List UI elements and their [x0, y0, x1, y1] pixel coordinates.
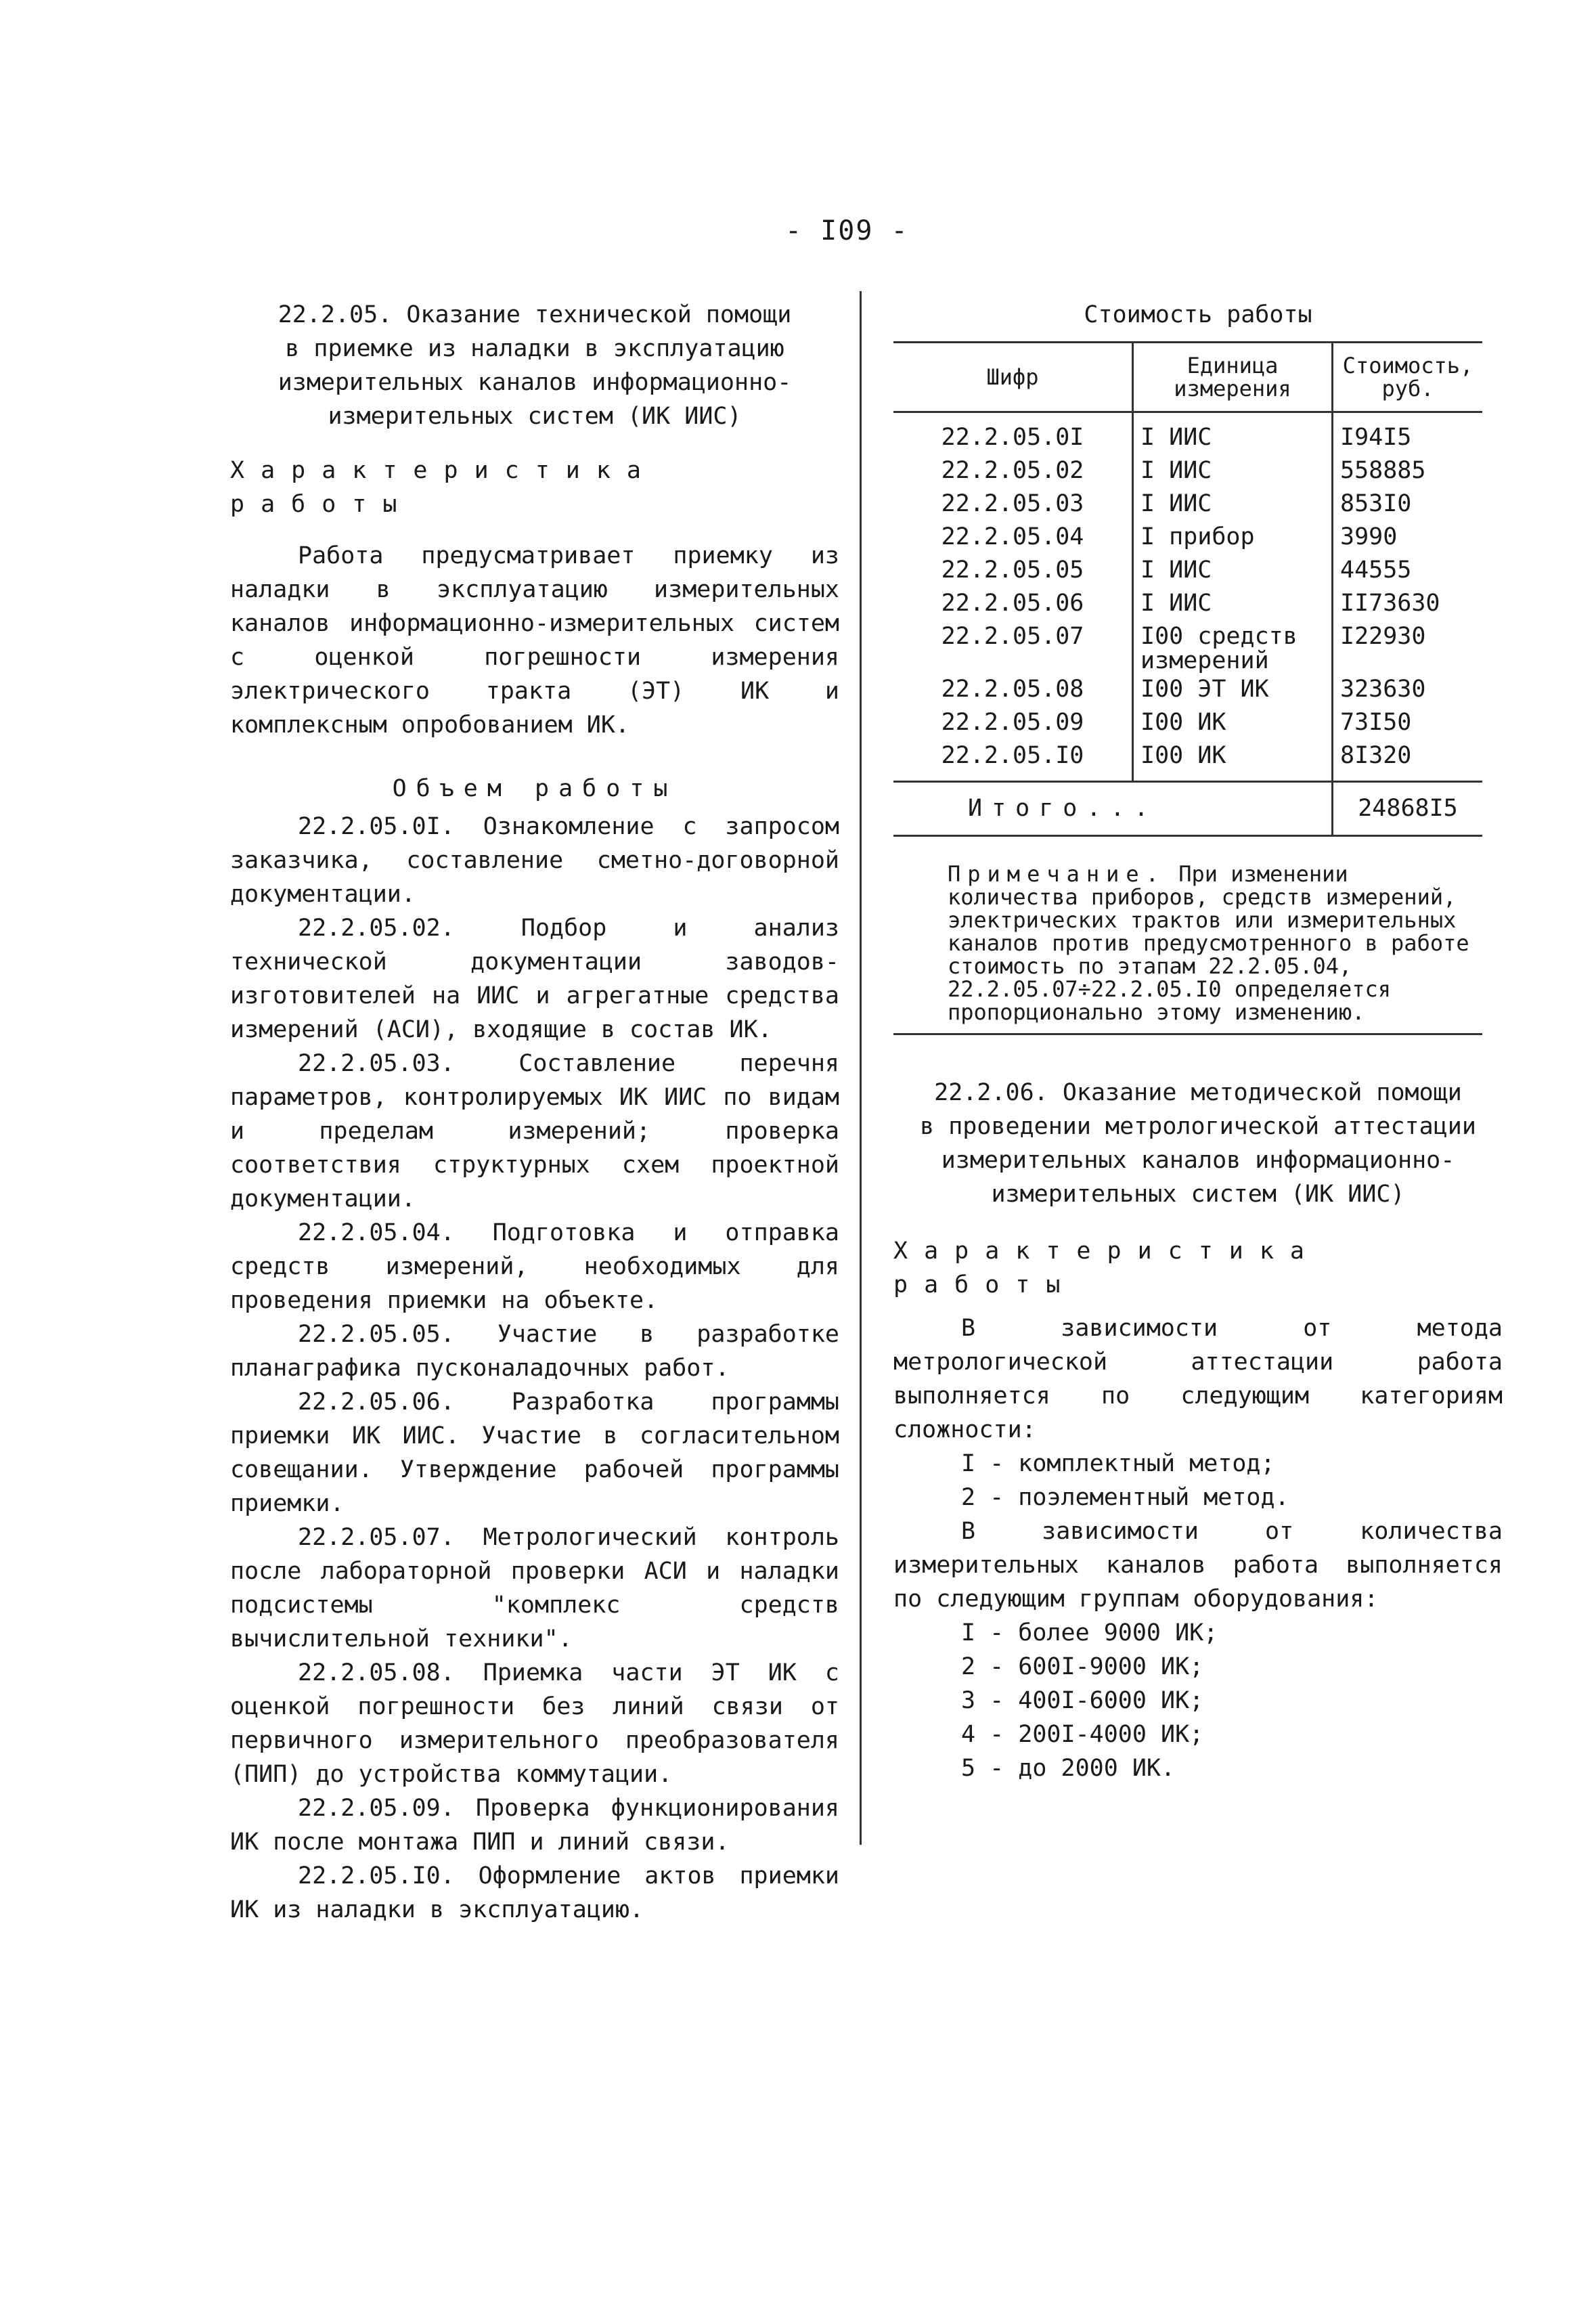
cell-cost: 558885 [1333, 454, 1483, 487]
group-item: 5 - до 2000 ИК. [961, 1755, 1176, 1782]
right-column [893, 298, 1503, 1785]
scope-item: 22.2.05.07. Метрологический контроль после лабораторной проверки АСИ и наладки подсистемы "комплекс средств вычислительной техники". [230, 1524, 839, 1653]
note-label: Примечание. [948, 861, 1166, 887]
method-item: I - комплектный метод; [961, 1450, 1275, 1477]
scope-title: Объем работы [392, 775, 678, 802]
group-item: I - более 9000 ИК; [961, 1619, 1218, 1646]
scope-item: 22.2.05.04. Подготовка и отправка средств измерений, необходимых для проведения приемки на объекте. [230, 1219, 839, 1314]
heading-line: 22.2.06. Оказание методической помощи [934, 1079, 1462, 1106]
heading-line: измерительных каналов информационно- [941, 1147, 1455, 1174]
cell-code: 22.2.05.03 [941, 490, 1084, 517]
scope-item: 22.2.05.02. Подбор и анализ технической документации заводов-изготовителей на ИИС и агрегатные средства измерений (АСИ), входящие в состав ИК. [230, 915, 839, 1043]
cell-code: 22.2.05.09 [941, 709, 1084, 736]
cell-unit: I ИИС [1133, 554, 1333, 587]
group-item: 2 - 600I-9000 ИК; [961, 1653, 1204, 1680]
table-header-row [893, 343, 1482, 412]
cell-cost: II73630 [1333, 587, 1483, 620]
scope-item: 22.2.05.I0. Оформление актов приемки ИК из наладки в эксплуатацию. [230, 1862, 839, 1923]
cell-cost: 73I50 [1333, 706, 1483, 739]
cell-cost: I94I5 [1333, 412, 1483, 455]
note-text: При изменении количества приборов, средств измерений, электрических трактов или измерительных каналов против предусмотренного в работе стоимость по этапам 22.2.05.04, 22.2.05.07÷22.2.05.I0 определяется пропорционально этому изменению. [948, 861, 1469, 1025]
total-value: 24868I5 [1333, 782, 1483, 836]
cell-unit: I ИИС [1133, 412, 1333, 455]
section-heading-22-2-05 [230, 298, 839, 433]
cost-table [893, 341, 1482, 837]
group-item: 4 - 200I-4000 ИК; [961, 1721, 1204, 1748]
heading-line: в приемке из наладки в эксплуатацию [285, 335, 784, 362]
scope-item: 22.2.05.08. Приемка части ЭТ ИК с оценкой погрешности без линий связи от первичного измерительного преобразователя (ПИП) до устройства коммутации. [230, 1659, 839, 1788]
cell-unit: I ИИС [1133, 454, 1333, 487]
scope-item: 22.2.05.03. Составление перечня параметров, контролируемых ИК ИИС по видам и пределам измерений; проверка соответствия структурных схем проектной документации. [230, 1050, 839, 1212]
table-note [893, 862, 1482, 1035]
method-item: 2 - поэлементный метод. [961, 1484, 1289, 1511]
cell-code: 22.2.05.08 [941, 676, 1084, 703]
group-list [893, 1616, 1503, 1785]
header-unit: Единица измерения [1133, 343, 1333, 412]
method-list [893, 1447, 1503, 1514]
cell-code: 22.2.05.04 [941, 523, 1084, 550]
group-intro: В зависимости от количества измерительных каналов работа выполняется по следующим группам оборудования: [893, 1518, 1503, 1613]
cell-cost: 8I320 [1333, 739, 1483, 782]
scope-item: 22.2.05.06. Разработка программы приемки ИК ИИС. Участие в согласительном совещании. Утверждение рабочей программы приемки. [230, 1389, 839, 1517]
cell-unit: I00 ЭТ ИК [1133, 673, 1333, 706]
characteristic-title: Характеристика работы [230, 457, 658, 518]
cell-unit: I00 ИК [1133, 739, 1333, 782]
cell-code: 22.2.05.02 [941, 457, 1084, 484]
heading-line: 22.2.05. Оказание технической помощи [278, 301, 792, 328]
heading-line: в проведении метрологической аттестации [920, 1113, 1476, 1140]
left-column [230, 298, 839, 1927]
total-label: Итого... [893, 782, 1333, 836]
page-number: - I09 - [785, 215, 909, 246]
cell-unit: I ИИС [1133, 487, 1333, 521]
total-row [893, 782, 1482, 836]
cell-cost: 853I0 [1333, 487, 1483, 521]
characteristic-text: Работа предусматривает приемку из наладки в эксплуатацию измерительных каналов информационно-измерительных систем с оценкой погрешности измерения электрического тракта (ЭТ) ИК и комплексным опробованием ИК. [230, 542, 839, 739]
scope-item: 22.2.05.05. Участие в разработке планаграфика пусконаладочных работ. [230, 1321, 839, 1382]
column-divider [860, 291, 862, 1845]
cell-code: 22.2.05.0I [941, 424, 1084, 451]
table-caption: Стоимость работы [1084, 301, 1312, 328]
cell-unit: I ИИС [1133, 587, 1333, 620]
cell-cost: 3990 [1333, 521, 1483, 554]
cell-code: 22.2.05.I0 [941, 742, 1084, 769]
cell-code: 22.2.05.06 [941, 590, 1084, 617]
scope-item: 22.2.05.0I. Ознакомление с запросом заказчика, составление сметно-договорной документации. [230, 813, 839, 908]
heading-line: измерительных систем (ИК ИИС) [991, 1181, 1405, 1208]
group-item: 3 - 400I-6000 ИК; [961, 1687, 1204, 1714]
scope-item: 22.2.05.09. Проверка функционирования ИК после монтажа ПИП и линий связи. [230, 1795, 839, 1856]
cell-code: 22.2.05.07 [941, 623, 1084, 650]
header-cost: Стоимость, руб. [1333, 343, 1483, 412]
method-intro: В зависимости от метода метрологической аттестации работа выполняется по следующим категориям сложности: [893, 1315, 1503, 1443]
cell-unit: I прибор [1133, 521, 1333, 554]
cell-unit: I00 ИК [1133, 706, 1333, 739]
characteristic-title-2: Характеристика работы [893, 1238, 1321, 1298]
section-heading-22-2-06 [893, 1076, 1503, 1211]
cell-code: 22.2.05.05 [941, 556, 1084, 584]
header-code: Шифр [893, 343, 1133, 412]
cell-cost: 323630 [1333, 673, 1483, 706]
heading-line: измерительных систем (ИК ИИС) [328, 403, 742, 430]
cell-unit: I00 средств измерений [1133, 620, 1333, 673]
cell-cost: 44555 [1333, 554, 1483, 587]
cell-cost: I22930 [1333, 620, 1483, 673]
heading-line: измерительных каналов информационно- [278, 369, 792, 396]
